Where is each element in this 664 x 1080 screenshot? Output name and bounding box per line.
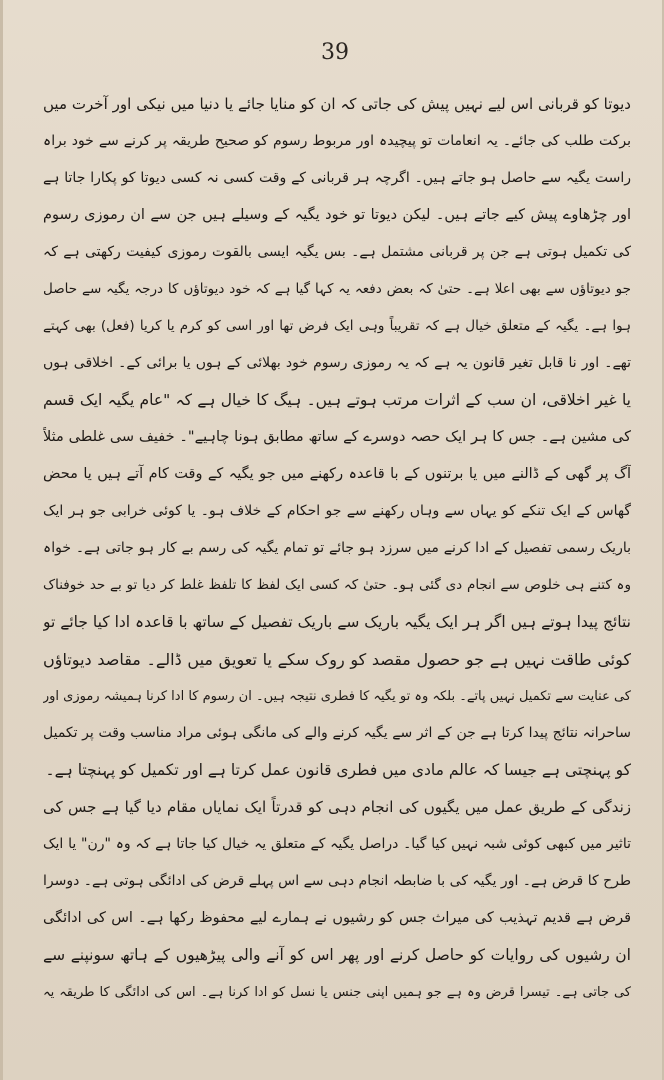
text-line: کی جاتی ہے۔ تیسرا قرض وہ ہے جو ہمیں اپنی جنس یا نسل کو ادا کرنا ہے۔ اس کی ادائگی کا طریقہ یہ (43, 985, 631, 1000)
page-number: 39 (321, 40, 349, 65)
text-line: تھے۔ اور نا قابل تغیر قانون یہ ہے کہ یہ رموزی رسوم خود بھلائی کے ہوں یا برائی کے۔ اخلاقی ہوں (43, 355, 631, 371)
text-line: کی مشین ہے۔ جس کا ہر ایک حصہ دوسرے کے ساتھ مطابق ہونا چاہیے"۔ خفیف سی غلطی مثلاً (43, 429, 631, 445)
text-line: طرح کا قرض ہے۔ اور یگیہ کی با ضابطہ انجام دہی سے اس پہلے قرض کی ادائگی ہوتی ہے۔ دوسرا (43, 873, 631, 889)
text-line: راست یگیہ سے حاصل ہو جاتے ہیں۔ اگرچہ ہر قربانی کے وقت کسی نہ کسی دیوتا کو پکارا جاتا ہے (43, 170, 631, 186)
text-line: دیوتا کو قربانی اس لیے نہیں پیش کی جاتی کہ ان کو منایا جائے یا دنیا میں نیکی اور آخرت میں (43, 95, 631, 113)
text-line: اور چڑھاوے پیش کیے جاتے ہیں۔ لیکن دیوتا تو خود یگیہ کے وسیلے ہیں جن سے ان رموزی رسوم (43, 207, 631, 223)
text-line: ہوا ہے۔ یگیہ کے متعلق خیال ہے کہ تقریباً وہی ایک فرض تھا اور اسی کو کرم یا کریا (فعل) بھی کہتے (43, 318, 631, 334)
text-line: نتائج پیدا ہوتے ہیں اگر ہر ایک یگیہ باریک سے باریک تفصیل کے ساتھ با قاعدہ ادا کیا جائے تو (43, 613, 631, 631)
text-line: ساحرانہ نتائج پیدا کرتا ہے جن کے اثر سے یگیہ کرنے والے کی مانگی ہوئی مراد مناسب وقت پر تکمیل (43, 725, 631, 741)
text-line: تاثیر میں کبھی کوئی شبہ نہیں کیا گیا۔ دراصل یگیہ کے متعلق یہ خیال کیا جاتا ہے کہ وہ "رن" یا ایک (43, 836, 631, 852)
text-line: یا غیر اخلاقی، ان سب کے اثرات مرتب ہوتے ہیں۔ ہیگ کا خیال ہے کہ "عام یگیہ ایک قسم (43, 391, 631, 409)
text-line: کی تکمیل ہوتی ہے جن پر قربانی مشتمل ہے۔ بس یگیہ ایسی بالقوت رموزی کیفیت رکھتی ہے کہ (43, 244, 631, 260)
text-line: آگ پر گھی کے ڈالنے میں یا برتنوں کے با قاعدہ رکھنے میں جو یگیہ کے وقت کام آتے ہیں یا محض (43, 466, 631, 482)
text-line: گھاس کے ایک تنکے کو یہاں سے وہاں رکھنے سے جو احکام کے خلاف ہو۔ یا کوئی خرابی جو ہر ایک (43, 503, 631, 519)
text-line: باریک رسمی تفصیل کے ادا کرنے میں سرزد ہو جائے تو تمام یگیہ کی رسم بے کار ہو جاتی ہے۔ خواہ (43, 540, 631, 556)
text-line: کو پہنچتی ہے جیسا کہ عالم مادی میں فطری قانون عمل کرتا ہے اور تکمیل کو پہنچتا ہے۔ (45, 761, 631, 779)
body-text (43, 86, 631, 1011)
text-line: وہ کتنے ہی خلوص سے انجام دی گئی ہو۔ حتیٰ کہ کسی ایک لفظ کا تلفظ غلط کر دیا تو بے حد خوفناک (43, 577, 631, 593)
text-line: کوئی طاقت نہیں ہے جو حصول مقصد کو روک سکے یا تعویق میں ڈالے۔ مقاصد دیوتاؤں (43, 650, 631, 669)
text-line: قرض ہے قدیم تہذیب کی میراث جس کو رشیوں نے ہمارے لیے محفوظ رکھا ہے۔ اس کی ادائگی (43, 910, 631, 926)
text-line: برکت طلب کی جائے۔ یہ انعامات تو پیچیدہ اور مربوط رسوم کو صحیح طریقہ پر کرنے سے خود براہ (43, 133, 631, 149)
text-line: ان رشیوں کی روایات کو حاصل کرنے اور پھر اس کو آنے والی پیڑھیوں کے ہاتھ سونپنے سے (43, 946, 631, 964)
text-line: زندگی کے طریق عمل میں یگیوں کی انجام دہی کو قدرتاً ایک نمایاں مقام دیا گیا ہے جس کی (43, 798, 631, 816)
text-line: کی عنایت سے تکمیل نہیں پاتے۔ بلکہ وہ تو یگیہ کا فطری نتیجہ ہیں۔ ان رسوم کا ادا کرنا ہمیشہ رموزی اور (43, 689, 631, 704)
text-line: جو دیوتاؤں سے بھی اعلا ہے۔ حتیٰ کہ بعض دفعہ یہ کہا گیا ہے کہ خود دیوتاؤں کا درجہ یگیہ سے حاصل (43, 281, 631, 297)
